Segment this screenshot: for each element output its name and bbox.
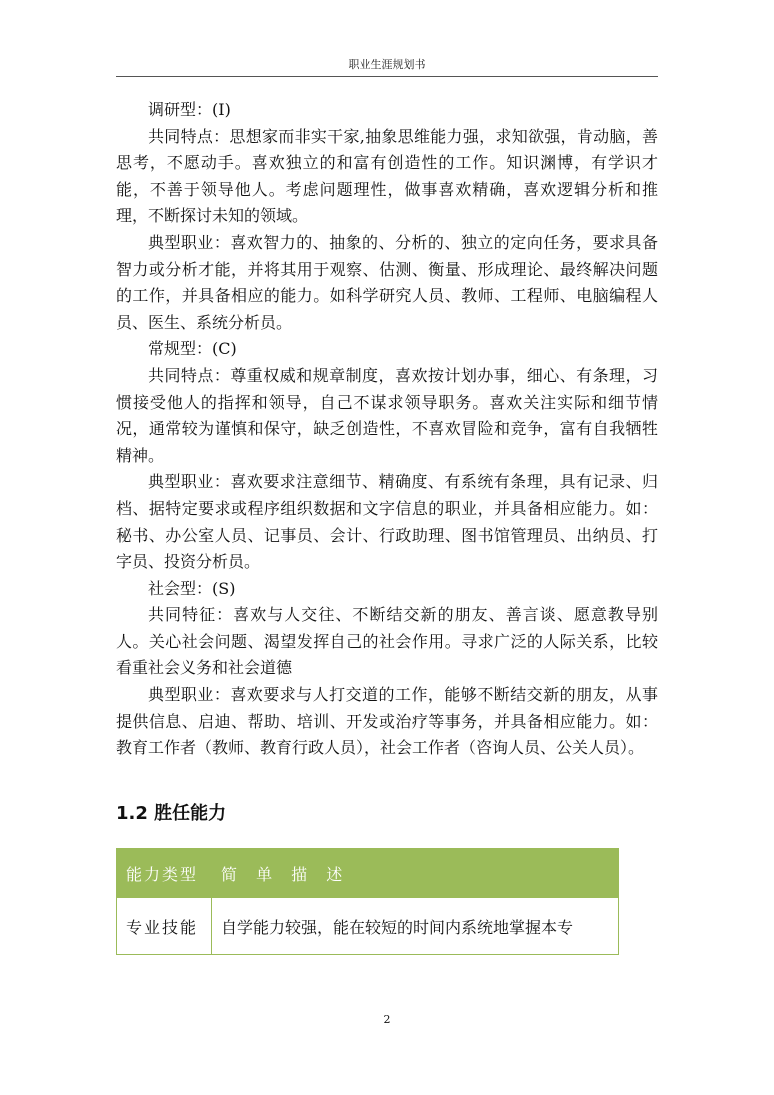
page-number: 2 [383,1013,391,1026]
paragraph-conventional-traits: 共同特点：尊重权威和规章制度，喜欢按计划办事，细心、有条理，习惯接受他人的指挥和领导，自己不谋求领导职务。喜欢关注实际和细节情况，通常较为谨慎和保守，缺乏创造性，不喜欢冒险和竞争，富有自我牺牲精神。 [116,365,658,465]
paragraph-investigative-heading: 调研型：(I) [148,100,231,119]
paragraph-social-careers: 典型职业：喜欢要求与人打交道的工作，能够不断结交新的朋友，从事提供信息、启迪、帮助、培训、开发或治疗等事务，并具备相应能力。如：教育工作者（教师、教育行政人员），社会工作者（咨询人员、公关人员）。 [116,685,658,758]
header-divider [116,76,658,77]
table-row [117,898,619,955]
paragraph-investigative-careers: 典型职业：喜欢智力的、抽象的、分析的、独立的定向任务，要求具备智力或分析才能，并将其用于观察、估测、衡量、形成理论、最终解决问题的工作，并具备相应的能力。如科学研究人员、教师、工程师、电脑编程人员、医生、系统分析员。 [116,232,658,332]
paragraph-social-traits: 共同特征：喜欢与人交往、不断结交新的朋友、善言谈、愿意教导别人。关心社会问题、渴望发挥自己的社会作用。寻求广泛的人际关系，比较看重社会义务和社会道德 [116,605,658,678]
table-header-description: 简 单 描 述 [212,849,619,898]
table-cell-type: 专业技能 [117,898,212,955]
table-cell-description: 自学能力较强，能在较短的时间内系统地掌握本专 [212,898,619,955]
paragraph-social-heading: 社会型：(S) [148,578,236,598]
paragraph-conventional-heading: 常规型：(C) [148,339,237,359]
running-header: 职业生涯规划书 [348,58,426,71]
section-heading-competency: 1.2 胜任能力 [116,803,227,824]
table-header-type: 能力类型 [117,849,212,898]
competency-table [116,848,619,955]
table-header-row [117,849,619,898]
paragraph-conventional-careers: 典型职业：喜欢要求注意细节、精确度、有系统有条理，具有记录、归档、据特定要求或程序组织数据和文字信息的职业，并具备相应能力。如：秘书、办公室人员、记事员、会计、行政助理、图书馆管理员、出纳员、打字员、投资分析员。 [116,472,658,572]
paragraph-investigative-traits: 共同特点：思想家而非实干家,抽象思维能力强，求知欲强，肯动脑，善思考，不愿动手。喜欢独立的和富有创造性的工作。知识渊博，有学识才能，不善于领导他人。考虑问题理性，做事喜欢精确，喜欢逻辑分析和推理，不断探讨未知的领域。 [116,126,658,226]
body-text [116,97,658,762]
